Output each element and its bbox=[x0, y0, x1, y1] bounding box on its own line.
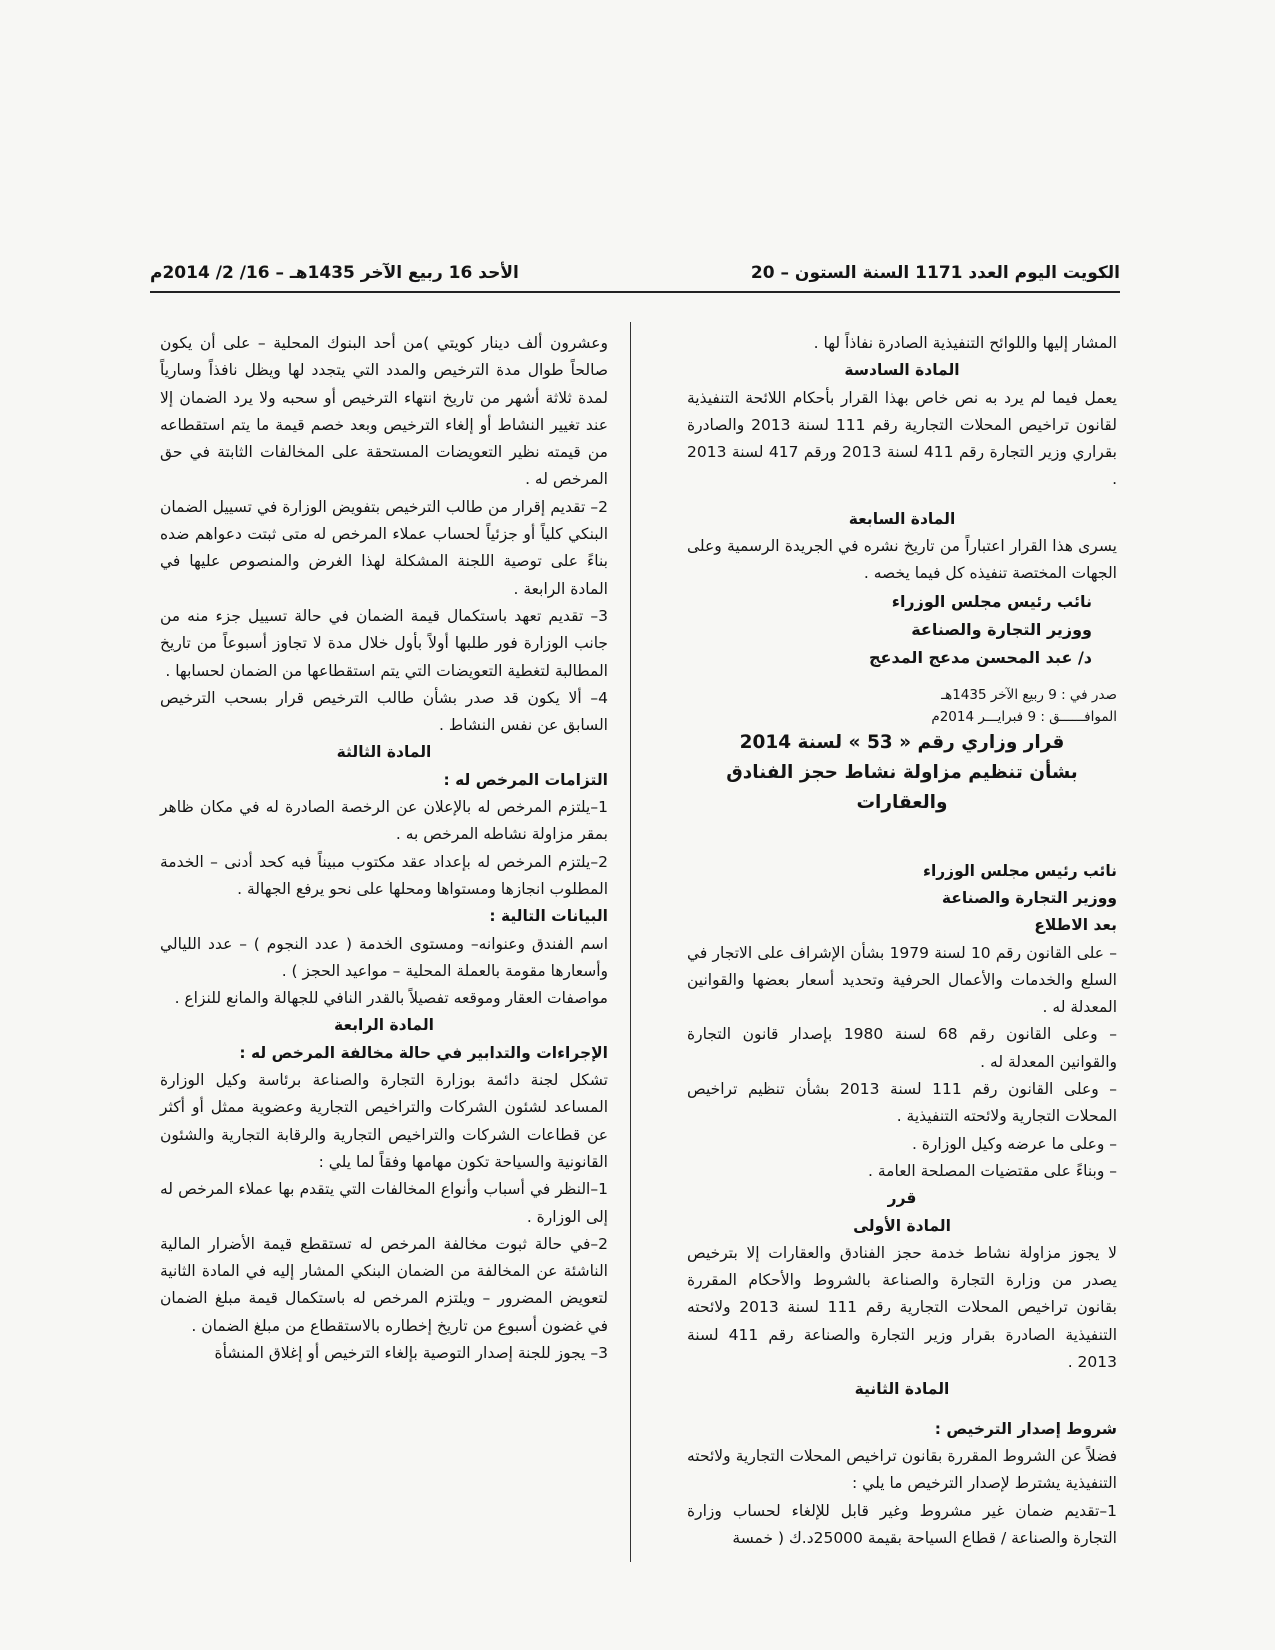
signature-name: د/ عبد المحسن مدعج المدعج bbox=[869, 647, 1092, 667]
obligation-2: 2–يلتزم المرخص له بإعداد عقد مكتوب مبيناً فيه كحد أدنى – الخدمة المطلوب انجازها ومستواها ومحلها على نحو يرفع الجهالة . bbox=[160, 852, 608, 898]
article-3-title: المادة الثالثة bbox=[336, 743, 432, 762]
page-header bbox=[150, 257, 1120, 293]
article-2-text: فضلاً عن الشروط المقررة بقانون تراخيص المحلات التجارية ولائحته التنفيذية يشترط لإصدار الترخيص ما يلي : bbox=[687, 1446, 1117, 1493]
corresponding-date: الموافــــــق : 9 فبرايـــر 2014م bbox=[931, 708, 1117, 725]
article-6-text: يعمل فيما لم يرد به نص خاص بهذا القرار بأحكام اللائحة التنفيذية لقانون تراخيص المحلات التجارية رقم 111 لسنة 2013 والصادرة بقراري وزير التجارة رقم 411 لسنة 2013 ورقم 417 لسنة 2013 . bbox=[687, 388, 1117, 489]
condition-4: 4– ألا يكون قد صدر بشأن طالب الترخيص قرار بسحب الترخيص السابق عن نفس النشاط . bbox=[160, 688, 608, 735]
condition-2: 2– تقديم إقرار من طالب الترخيص بتفويض الوزارة في تسييل الضمان البنكي كلياً أو جزئياً لحساب عملاء المرخص له متى ثبتت دعواهم ضده بناءً على توصية اللجنة المشكلة لهذا الغرض والمنصوص عليها في المادة الرابعة . bbox=[160, 497, 608, 598]
signature-title-1: نائب رئيس مجلس الوزراء bbox=[891, 591, 1092, 611]
data-item-2: مواصفات العقار وموقعه تفصيلاً بالقدر النافي للجهالة والمانع للنزاع . bbox=[174, 989, 608, 1008]
article-7-text: يسرى هذا القرار اعتباراً من تاريخ نشره في الجريدة الرسمية وعلى الجهات المختصة تنفيذه كل فيما يخصه . bbox=[687, 537, 1117, 583]
header-date: الأحد 16 ربيع الآخر 1435هـ – 16/ 2/ 2014م bbox=[150, 263, 519, 283]
condition-3: 3– تقديم تعهد باستكمال قيمة الضمان في حالة تسييل جزء منه من جانب الوزارة فور طلبها أولاً بأول خلال مدة لا تجاوز أسبوعاً من تاريخ المطالبة لتغطية التعويضات التي يتم استقطاعها من الضمان لحسابها . bbox=[160, 606, 608, 680]
deputy-pm-line-1: نائب رئيس مجلس الوزراء bbox=[923, 861, 1117, 880]
committee-task-3: 3– يجوز للجنة إصدار التوصية بإلغاء الترخيص أو إغلاق المنشأة bbox=[214, 1343, 608, 1362]
signature-title-2: ووزير التجارة والصناعة bbox=[911, 619, 1092, 639]
left-column bbox=[160, 330, 608, 1367]
condition-1: 1–تقديم ضمان غير مشروط وغير قابل للإلغاء لحساب وزارة التجارة والصناعة / قطاع السياحة بقيمة 25000د.ك ( خمسة bbox=[687, 1501, 1117, 1547]
deputy-pm-line-2: ووزير التجارة والصناعة bbox=[941, 888, 1117, 907]
column-divider bbox=[630, 322, 631, 1562]
law-reference-4: – وعلى ما عرضه وكيل الوزارة . bbox=[911, 1134, 1117, 1153]
following-data-heading: البيانات التالية : bbox=[489, 907, 608, 926]
obligation-1: 1–يلتزم المرخص له بالإعلان عن الرخصة الصادرة له في مكان ظاهر بمقر مزاولة نشاطه المرخص به . bbox=[160, 798, 608, 844]
law-reference-3: – وعلى القانون رقم 111 لسنة 2013 بشأن تنظيم تراخيص المحلات التجارية ولائحته التنفيذية . bbox=[687, 1080, 1117, 1126]
law-reference-2: – وعلى القانون رقم 68 لسنة 1980 بإصدار قانون التجارة والقوانين المعدلة له . bbox=[687, 1025, 1117, 1071]
issue-date: صدر في : 9 ربيع الآخر 1435هـ bbox=[941, 686, 1117, 703]
data-item-1: اسم الفندق وعنوانه– ومستوى الخدمة ( عدد النجوم ) – عدد الليالي وأسعارها مقومة بالعملة المحلية – مواعيد الحجز ) . bbox=[160, 934, 608, 980]
decision-subject: بشأن تنظيم مزاولة نشاط حجز الفنادق والعقارات bbox=[726, 761, 1078, 813]
article-4-title: المادة الرابعة bbox=[334, 1016, 434, 1035]
article-6-title: المادة السادسة bbox=[844, 361, 960, 380]
continued-text: المشار إليها واللوائح التنفيذية الصادرة نفاذاً لها . bbox=[813, 334, 1117, 352]
article-1-text: لا يجوز مزاولة نشاط خدمة حجز الفنادق والعقارات إلا بترخيص يصدر من وزارة التجارة والصناعة بالشروط والأحكام المقررة بقانون تراخيص المحلات التجارية رقم 111 لسنة 2013 ولائحته التنفيذية الصادرة بقرار وزير التجارة والصناعة رقم 411 لسنة 2013 . bbox=[687, 1243, 1117, 1372]
after-review-heading: بعد الاطلاع bbox=[1034, 916, 1117, 935]
committee-text: تشكل لجنة دائمة بوزارة التجارة والصناعة برئاسة وكيل الوزارة المساعد لشئون الشركات والتراخيص التجارية وعضوية ممثل أو أكثر عن قطاعات الشركات والتراخيص التجارية والرقابة التجارية والشئون القانونية والسياحة تكون مهامها وفقاً لما يلي : bbox=[160, 1071, 608, 1171]
obligations-heading: التزامات المرخص له : bbox=[443, 770, 608, 789]
licensing-terms-heading: شروط إصدار الترخيص : bbox=[934, 1419, 1117, 1438]
decision-title: قرار وزاري رقم « 53 » لسنة 2014 bbox=[739, 731, 1065, 753]
law-reference-5: – وبناءً على مقتضيات المصلحة العامة . bbox=[868, 1161, 1117, 1180]
right-column bbox=[687, 330, 1117, 1552]
committee-task-1: 1–النظر في أسباب وأنواع المخالفات التي يتقدم بها عملاء المرخص له إلى الوزارة . bbox=[160, 1180, 608, 1226]
header-issue-info: الكويت اليوم العدد 1171 السنة الستون – 20 bbox=[750, 263, 1120, 283]
decided-heading: قرر bbox=[887, 1189, 917, 1208]
condition-1-continued: وعشرون ألف دينار كويتي )من أحد البنوك المحلية – على أن يكون صالحاً طوال مدة الترخيص والمدد التي يتجدد لها ويظل نافذاً وسارياً لمدة ثلاثة أشهر من تاريخ انتهاء الترخيص أو سحبه ولا يرد الضمان إلا عند تغيير النشاط أو إلغاء الترخيص وبعد خصم قيمة ما يتم استقطاعه من قيمته نظير التعويضات المستحقة على المخالفات الثابتة في حق المرخص له . bbox=[160, 334, 608, 489]
procedures-heading: الإجراءات والتدابير في حالة مخالفة المرخص له : bbox=[239, 1043, 608, 1062]
law-reference-1: – على القانون رقم 10 لسنة 1979 بشأن الإشراف على الاتجار في السلع والخدمات والأعمال الحرفية وتحديد أسعار بعضها والقوانين المعدلة له . bbox=[687, 943, 1117, 1017]
article-7-title: المادة السابعة bbox=[848, 509, 956, 528]
committee-task-2: 2–في حالة ثبوت مخالفة المرخص له تستقطع قيمة الأضرار المالية الناشئة عن المخالفة من الضمان البنكي المشار إليه في المادة الثانية لتعويض المضرور – ويلتزم المرخص له باستكمال قيمة مبلغ الضمان في غضون أسبوع من تاريخ إخطاره بالاستقطاع من مبلغ الضمان . bbox=[160, 1234, 608, 1335]
article-2-title: المادة الثانية bbox=[854, 1380, 950, 1399]
article-1-title: المادة الأولى bbox=[853, 1216, 951, 1235]
